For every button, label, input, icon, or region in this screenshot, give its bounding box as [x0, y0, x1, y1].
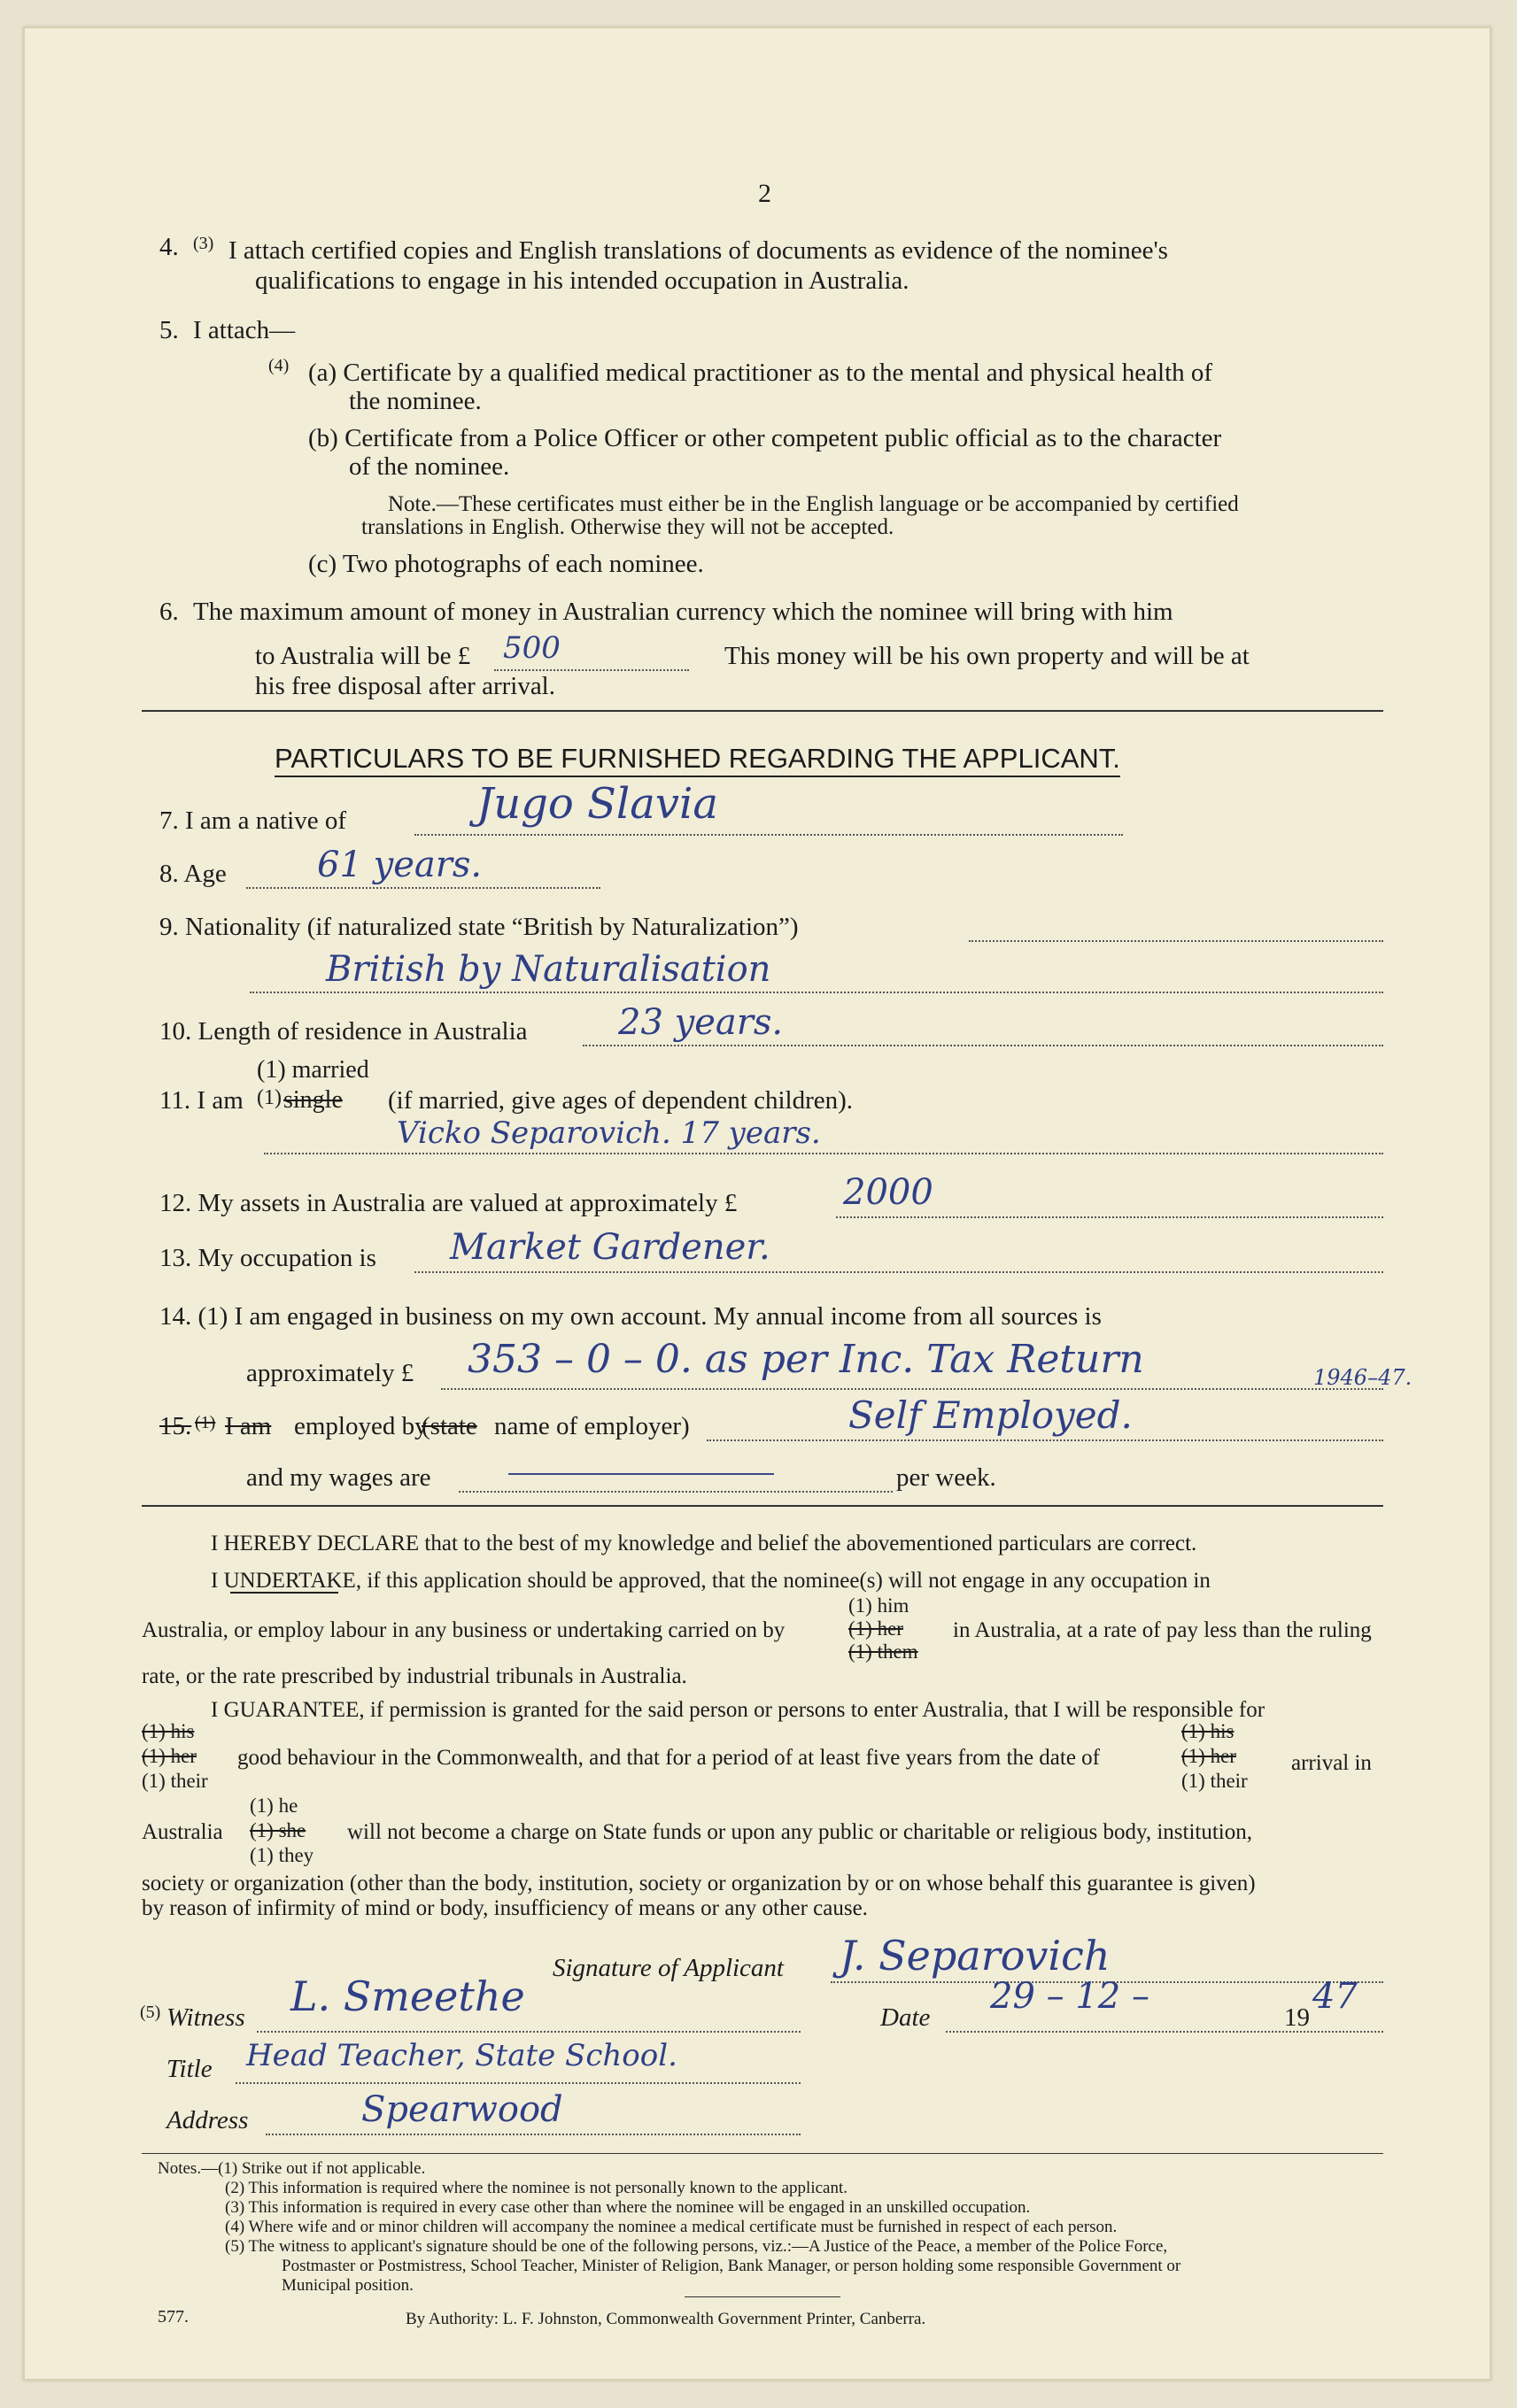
- item13-value: Market Gardener.: [450, 1227, 770, 1268]
- item9-line2: [250, 992, 1383, 993]
- guarantee-their-2: (1) their: [1181, 1770, 1248, 1792]
- form-page: [23, 27, 1491, 2381]
- section-heading: PARTICULARS TO BE FURNISHED REGARDING THE APPLICANT.: [275, 744, 1120, 777]
- item12-value: 2000: [843, 1172, 933, 1213]
- item6-amount-line: [494, 669, 689, 671]
- undertake-her: (1) her: [848, 1617, 903, 1640]
- item7-label: 7. I am a native of: [159, 807, 346, 835]
- item14-label: 14. (1) I am engaged in business on my own account. My annual income from all sources is: [159, 1302, 1102, 1331]
- item6-line1: The maximum amount of money in Australian currency which the nominee will bring with him: [193, 598, 1173, 626]
- item11-single-prefix: (1): [257, 1086, 282, 1109]
- undertake-underline: [230, 1592, 338, 1594]
- printer-authority: By Authority: L. F. Johnston, Commonwealth Government Printer, Canberra.: [406, 2310, 926, 2328]
- item15-employer-line: [707, 1439, 1383, 1441]
- guarantee-she: (1) she: [250, 1819, 306, 1841]
- item15-state: (state: [422, 1412, 477, 1440]
- guarantee-their: (1) their: [142, 1770, 208, 1792]
- witness-line: [257, 2031, 801, 2033]
- item6-line2b: This money will be his own property and will be at: [724, 642, 1250, 670]
- item15-wages-label: and my wages are: [246, 1463, 431, 1492]
- item15-wages-line: [459, 1491, 893, 1493]
- undertake-line2b: in Australia, at a rate of pay less than the ruling: [953, 1618, 1372, 1642]
- address-label: Address: [166, 2106, 249, 2134]
- section-divider: [142, 710, 1383, 712]
- item11-single-option: single: [283, 1086, 343, 1114]
- guarantee-arrival: arrival in: [1291, 1751, 1372, 1775]
- note-1: Notes.—(1) Strike out if not applicable.: [158, 2159, 426, 2178]
- form-code: 577.: [158, 2307, 189, 2327]
- item11-line: [264, 1153, 1383, 1154]
- item9-label: 9. Nationality (if naturalized state “British by Naturalization”): [159, 913, 799, 941]
- authority-rule: [685, 2296, 840, 2297]
- item15-value: Self Employed.: [848, 1393, 1133, 1437]
- date-year-prefix: 19: [1284, 2003, 1310, 2032]
- witness-label: Witness: [166, 2003, 245, 2032]
- guarantee-line1: I GUARANTEE, if permission is granted for the said person or persons to enter Australia, that I will be responsible for: [211, 1698, 1265, 1722]
- item5a-line1: (a) Certificate by a qualified medical practitioner as to the mental and physical health of: [308, 359, 1213, 387]
- item5b-line2: of the nominee.: [349, 452, 510, 481]
- item15-per-week: per week.: [896, 1463, 996, 1492]
- item15-number: 15.: [159, 1412, 192, 1440]
- item10-value: 23 years.: [618, 1002, 784, 1043]
- guarantee-line3: will not become a charge on State funds or upon any public or charitable or religious body, institution,: [347, 1820, 1252, 1844]
- item8-line: [246, 887, 600, 889]
- item11-value: Vicko Separovich. 17 years.: [397, 1115, 821, 1151]
- note-3: (3) This information is required in every case other than where the nominee will be engaged in an unskilled occupation.: [225, 2198, 1031, 2217]
- item4-line2: qualifications to engage in his intended occupation in Australia.: [255, 266, 909, 295]
- date-value: 29 – 12 –: [990, 1976, 1149, 2017]
- item15-wages-dash: [508, 1473, 774, 1475]
- item4-number: 4.: [159, 233, 179, 261]
- item10-line: [583, 1045, 1383, 1046]
- date-year: 47: [1312, 1976, 1358, 2017]
- date-label: Date: [880, 2003, 931, 2032]
- item14-value: 353 – 0 – 0. as per Inc. Tax Return: [468, 1337, 1144, 1382]
- guarantee-he: (1) he: [250, 1794, 298, 1817]
- witness-footnote: (5): [140, 2003, 161, 2022]
- item5-note-line2: translations in English. Otherwise they will not be accepted.: [361, 515, 894, 539]
- item11-label-b: (if married, give ages of dependent children).: [388, 1086, 854, 1115]
- guarantee-line5: by reason of infirmity of mind or body, insufficiency of means or any other cause.: [142, 1896, 868, 1920]
- guarantee-they: (1) they: [250, 1844, 314, 1866]
- guarantee-his-2: (1) his: [1181, 1720, 1234, 1742]
- undertake-line1: I UNDERTAKE, if this application should be approved, that the nominee(s) will not engage in any occupation in: [211, 1569, 1211, 1593]
- item6-amount: 500: [503, 630, 561, 666]
- declaration-divider: [142, 1505, 1383, 1507]
- signature-label: Signature of Applicant: [553, 1954, 784, 1982]
- declare-text: I HEREBY DECLARE that to the best of my knowledge and belief the abovementioned particulars are correct.: [211, 1532, 1197, 1555]
- item5c-line: (c) Two photographs of each nominee.: [308, 550, 704, 578]
- item15-footnote: (1): [195, 1413, 216, 1432]
- guarantee-her-2: (1) her: [1181, 1745, 1236, 1767]
- item5a-line2: the nominee.: [349, 387, 482, 415]
- title-line: [236, 2082, 801, 2084]
- item5-number: 5.: [159, 316, 179, 344]
- item14-line: [441, 1388, 1383, 1390]
- item6-line2a: to Australia will be £: [255, 642, 471, 670]
- address-value: Spearwood: [361, 2089, 563, 2130]
- undertake-line3: rate, or the rate prescribed by industrial tribunals in Australia.: [142, 1664, 687, 1688]
- signature-value: J. Separovich: [840, 1932, 1111, 1980]
- item5-note-line1: Note.—These certificates must either be in the English language or be accompanied by certified: [388, 492, 1239, 516]
- note-4: (4) Where wife and or minor children will accompany the nominee a medical certificate must be furnished in respect of each person.: [225, 2218, 1118, 2236]
- item6-number: 6.: [159, 598, 179, 626]
- item8-label: 8. Age: [159, 860, 227, 888]
- guarantee-line4: society or organization (other than the body, institution, society or organization by or on whose behalf this guarantee is given): [142, 1872, 1256, 1895]
- address-line: [266, 2134, 801, 2135]
- item8-value: 61 years.: [317, 845, 483, 885]
- undertake-them: (1) them: [848, 1640, 918, 1663]
- item5a-footnote: (4): [268, 356, 290, 375]
- title-value: Head Teacher, State School.: [246, 2038, 677, 2073]
- item9-line1: [969, 940, 1383, 942]
- item6-line3: his free disposal after arrival.: [255, 672, 555, 700]
- guarantee-her: (1) her: [142, 1745, 197, 1767]
- witness-value: L. Smeethe: [290, 1972, 525, 2020]
- guarantee-line2: good behaviour in the Commonwealth, and that for a period of at least five years from the date of: [237, 1746, 1100, 1770]
- item15-label2: name of employer): [494, 1412, 690, 1440]
- item12-label: 12. My assets in Australia are valued at approximately £: [159, 1189, 738, 1217]
- item7-line: [414, 834, 1123, 836]
- item11-label-a: 11. I am: [159, 1086, 244, 1115]
- item15-am: I am: [225, 1412, 272, 1440]
- note-2: (2) This information is required where the nominee is not personally known to the applicant.: [225, 2179, 848, 2197]
- item4-line1: I attach certified copies and English translations of documents as evidence of the nominee's: [228, 236, 1168, 265]
- note-7: Municipal position.: [282, 2276, 414, 2295]
- undertake-line2a: Australia, or employ labour in any business or undertaking carried on by: [142, 1618, 786, 1642]
- item5b-line1: (b) Certificate from a Police Officer or other competent public official as to the character: [308, 424, 1222, 452]
- guarantee-his: (1) his: [142, 1720, 195, 1742]
- item4-footnote: (3): [193, 234, 214, 253]
- item5-text: I attach—: [193, 316, 296, 344]
- item14-label2: approximately £: [246, 1359, 414, 1387]
- date-line: [946, 2031, 1383, 2033]
- item12-line: [836, 1216, 1383, 1218]
- item13-line: [414, 1271, 1383, 1273]
- item11-married-option: (1) married: [257, 1056, 369, 1084]
- item15-label: employed by: [294, 1412, 428, 1440]
- item9-value: British by Naturalisation: [326, 949, 771, 990]
- note-6: Postmaster or Postmistress, School Teacher, Minister of Religion, Bank Manager, or person holding some responsible Government or: [282, 2257, 1181, 2275]
- item7-value: Jugo Slavia: [476, 779, 718, 829]
- guarantee-australia: Australia: [142, 1820, 223, 1844]
- item10-label: 10. Length of residence in Australia: [159, 1017, 528, 1046]
- item14-year: 1946–47.: [1313, 1365, 1413, 1390]
- item13-label: 13. My occupation is: [159, 1244, 376, 1272]
- note-5: (5) The witness to applicant's signature should be one of the following persons, viz.:—A Justice of the Peace, a member of the Police Force,: [225, 2237, 1168, 2256]
- page-number: 2: [758, 179, 771, 208]
- undertake-him: (1) him: [848, 1594, 909, 1617]
- title-label: Title: [166, 2055, 213, 2083]
- notes-divider: [142, 2153, 1383, 2154]
